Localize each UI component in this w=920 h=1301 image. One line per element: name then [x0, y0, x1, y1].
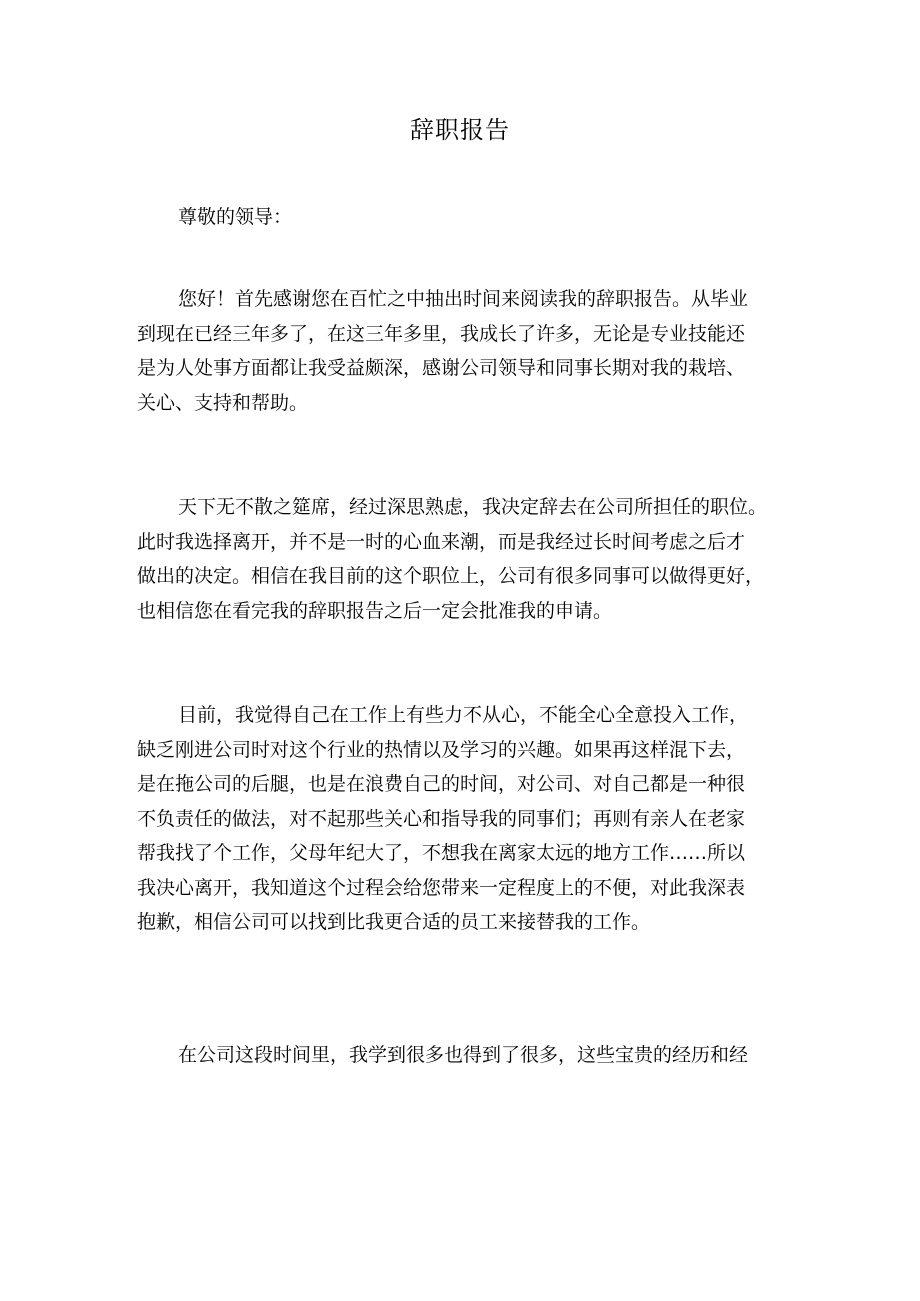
- paragraph-line: 是为人处事方面都让我受益颇深，感谢公司领导和同事长期对我的栽培、: [137, 357, 746, 379]
- paragraph-1: [137, 282, 797, 420]
- greeting: 尊敬的领导：: [178, 206, 293, 228]
- paragraph-2: [137, 490, 797, 628]
- paragraph-3: [137, 698, 797, 940]
- paragraph-line: 您好！首先感谢您在百忙之中抽出时间来阅读我的辞职报告。从毕业: [178, 288, 749, 310]
- paragraph-line: 在公司这段时间里，我学到很多也得到了很多，这些宝贵的经历和经: [178, 1044, 749, 1066]
- paragraph-line: 做出的决定。相信在我目前的这个职位上，公司有很多同事可以做得更好，: [137, 565, 765, 587]
- paragraph-line: 我决心离开，我知道这个过程会给您带来一定程度上的不便，对此我深表: [137, 876, 746, 899]
- paragraph-line: 是在拖公司的后腿，也是在浪费自己的时间，对公司、对自己都是一种很: [137, 773, 746, 795]
- paragraph-line: 缺乏刚进公司时对这个行业的热情以及学习的兴趣。如果再这样混下去，: [137, 738, 746, 761]
- paragraph-line: 帮我找了个工作，父母年纪大了，不想我在离家太远的地方工作……所以: [137, 842, 746, 864]
- paragraph-line: 此时我选择离开，并不是一时的心血来潮，而是我经过长时间考虑之后才: [137, 530, 746, 553]
- paragraph-4: [137, 1038, 797, 1073]
- paragraph-line: 关心、支持和帮助。: [137, 391, 309, 414]
- document-title: 辞职报告: [410, 116, 510, 144]
- paragraph-line: 目前，我觉得自己在工作上有些力不从心，不能全心全意投入工作，: [178, 704, 749, 726]
- paragraph-line: 也相信您在看完我的辞职报告之后一定会批准我的申请。: [137, 599, 613, 622]
- paragraph-line: 不负责任的做法，对不起那些关心和指导我的同事们；再则有亲人在老家: [137, 807, 746, 830]
- paragraph-line: 抱歉，相信公司可以找到比我更合适的员工来接替我的工作。: [137, 911, 651, 933]
- paragraph-line: 到现在已经三年多了，在这三年多里，我成长了许多，无论是专业技能还: [137, 322, 746, 345]
- paragraph-line: 天下无不散之筵席，经过深思熟虑，我决定辞去在公司所担任的职位。: [178, 496, 768, 518]
